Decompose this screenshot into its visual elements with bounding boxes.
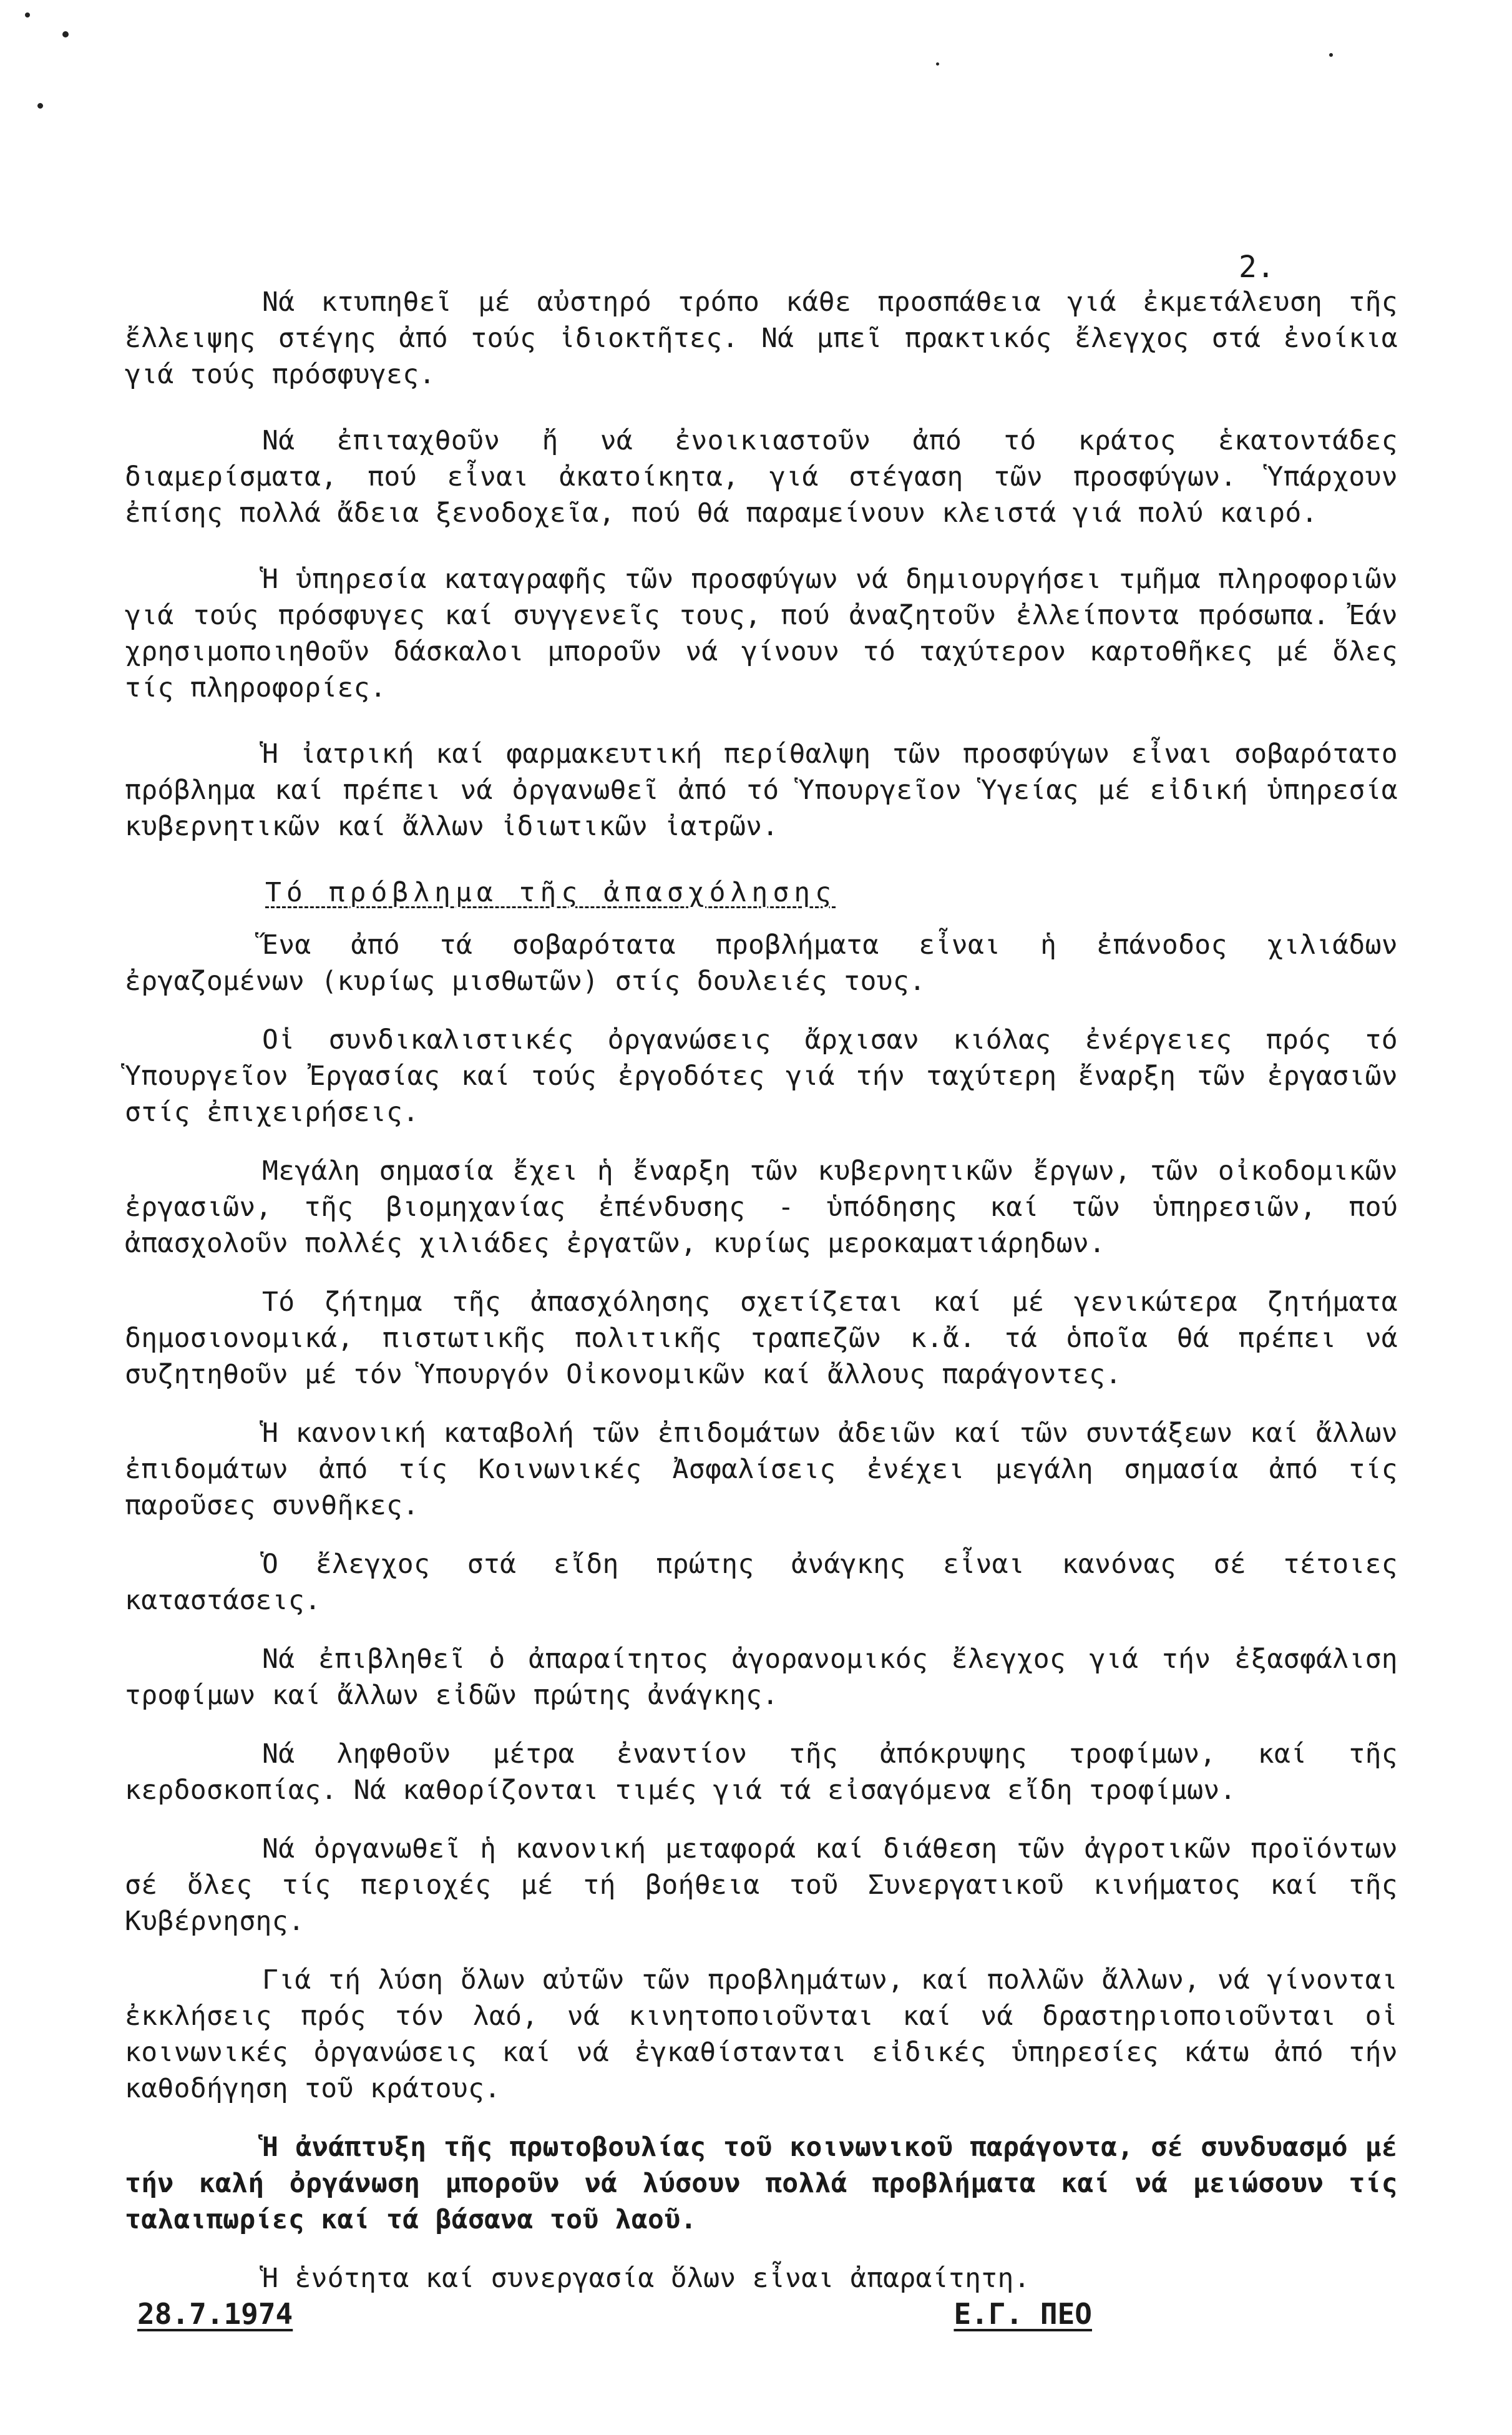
scan-speck xyxy=(1329,53,1333,57)
document-body xyxy=(125,284,1398,2319)
paragraph: Νά ἐπιταχθοῦν ἤ νά ἐνοικιαστοῦν ἀπό τό κράτος ἑκατοντάδες διαμερίσματα, πού εἶναι ἀκατοίκητα, γιά στέγαση τῶν προσφύγων. Ὑπάρχουν ἐπίσης πολλά ἄδεια ξενοδοχεῖα, πού θά παραμείνουν κλειστά γιά πολύ καιρό. xyxy=(125,425,1398,529)
scan-speck xyxy=(936,62,939,66)
page-number: 2. xyxy=(1239,250,1275,285)
scan-speck xyxy=(62,31,69,37)
paragraph: Ὁ ἔλεγχος στά εἴδη πρώτης ἀνάγκης εἶναι κανόνας σέ τέτοιες καταστάσεις. xyxy=(125,1549,1398,1616)
paragraph: Νά ληφθοῦν μέτρα ἐναντίον τῆς ἀπόκρυψης τροφίμων, καί τῆς κερδοσκοπίας. Νά καθορίζονται τιμές γιά τά εἰσαγόμενα εἴδη τροφίμων. xyxy=(125,1738,1398,1806)
paragraph: Ἕνα ἀπό τά σοβαρότατα προβλήματα εἶναι ἡ ἐπάνοδος χιλιάδων ἐργαζομένων (κυρίως μισθωτῶν) στίς δουλειές τους. xyxy=(125,929,1398,997)
paragraph: Ἡ ἰατρική καί φαρμακευτική περίθαλψη τῶν προσφύγων εἶναι σοβαρότατο πρόβλημα καί πρέπει νά ὀργανωθεῖ ἀπό τό Ὑπουργεῖον Ὑγείας μέ εἰδική ὑπηρεσία κυβερνητικῶν καί ἄλλων ἰδιωτικῶν ἰατρῶν. xyxy=(125,738,1398,842)
section-heading: Τό πρόβλημα τῆς ἀπασχόλησης xyxy=(265,877,836,908)
paragraph: Ἡ κανονική καταβολή τῶν ἐπιδομάτων ἀδειῶν καί τῶν συντάξεων καί ἄλλων ἐπιδομάτων ἀπό τίς Κοινωνικές Ἀσφαλίσεις ἐνέχει μεγάλη σημασία ἀπό τίς παροῦσες συνθῆκες. xyxy=(125,1418,1398,1521)
paragraph: Ἡ ἀνάπτυξη τῆς πρωτοβουλίας τοῦ κοινωνικοῦ παράγοντα, σέ συνδυασμό μέ τήν καλή ὀργάνωση μποροῦν νά λύσουν πολλά προβλήματα καί νά μειώσουν τίς ταλαιπωρίες καί τά βάσανα τοῦ λαοῦ. xyxy=(125,2132,1398,2235)
document-signature: Ε.Γ. ΠΕΟ xyxy=(954,2297,1092,2331)
paragraph: Νά ὀργανωθεῖ ἡ κανονική μεταφορά καί διάθεση τῶν ἀγροτικῶν προϊόντων σέ ὅλες τίς περιοχές μέ τή βοήθεια τοῦ Συνεργατικοῦ κινήματος καί τῆς Κυβέρνησης. xyxy=(125,1833,1398,1937)
document-footer xyxy=(137,2297,1092,2331)
paragraph: Οἱ συνδικαλιστικές ὀργανώσεις ἄρχισαν κιόλας ἐνέργειες πρός τό Ὑπουργεῖον Ἐργασίας καί τούς ἐργοδότες γιά τήν ταχύτερη ἔναρξη τῶν ἐργασιῶν στίς ἐπιχειρήσεις. xyxy=(125,1024,1398,1128)
paragraph: Νά κτυπηθεῖ μέ αὐστηρό τρόπο κάθε προσπάθεια γιά ἐκμετάλευση τῆς ἔλλειψης στέγης ἀπό τούς ἰδιοκτῆτες. Νά μπεῖ πρακτικός ἔλεγχος στά ἐνοίκια γιά τούς πρόσφυγες. xyxy=(125,287,1398,390)
document-date: 28.7.1974 xyxy=(137,2297,293,2331)
paragraph: Ἡ ἑνότητα καί συνεργασία ὅλων εἶναι ἀπαραίτητη. xyxy=(262,2263,1030,2294)
paragraph: Νά ἐπιβληθεῖ ὁ ἀπαραίτητος ἀγορανομικός ἔλεγχος γιά τήν ἐξασφάλιση τροφίμων καί ἄλλων εἰδῶν πρώτης ἀνάγκης. xyxy=(125,1644,1398,1711)
paragraph: Γιά τή λύση ὅλων αὐτῶν τῶν προβλημάτων, καί πολλῶν ἄλλων, νά γίνονται ἐκκλήσεις πρός τόν λαό, νά κινητοποιοῦνται καί νά δραστηριοποιοῦνται οἱ κοινωνικές ὀργανώσεις καί νά ἐγκαθίστανται εἰδικές ὑπηρεσίες κάτω ἀπό τήν καθοδήγηση τοῦ κράτους. xyxy=(125,1964,1398,2104)
scan-speck xyxy=(25,12,30,17)
scan-speck xyxy=(37,103,43,109)
paragraph: Ἡ ὑπηρεσία καταγραφῆς τῶν προσφύγων νά δημιουργήσει τμῆμα πληροφοριῶν γιά τούς πρόσφυγες καί συγγενεῖς τους, πού ἀναζητοῦν ἐλλείποντα πρόσωπα. Ἐάν χρησιμοποιηθοῦν δάσκαλοι μποροῦν νά γίνουν τό ταχύτερον καρτοθῆκες μέ ὅλες τίς πληροφορίες. xyxy=(125,564,1398,703)
paragraph: Τό ζήτημα τῆς ἀπασχόλησης σχετίζεται καί μέ γενικώτερα ζητήματα δημοσιονομικά, πιστωτικῆς πολιτικῆς τραπεζῶν κ.ἄ. τά ὁποῖα θά πρέπει νά συζητηθοῦν μέ τόν Ὑπουργόν Οἰκονομικῶν καί ἄλλους παράγοντες. xyxy=(125,1286,1398,1390)
paragraph: Μεγάλη σημασία ἔχει ἡ ἔναρξη τῶν κυβερνητικῶν ἔργων, τῶν οἰκοδομικῶν ἐργασιῶν, τῆς βιομηχανίας ἐπένδυσης - ὑπόδησης καί τῶν ὑπηρεσιῶν, πού ἀπασχολοῦν πολλές χιλιάδες ἐργατῶν, κυρίως μεροκαματιάρηδων. xyxy=(125,1155,1398,1259)
